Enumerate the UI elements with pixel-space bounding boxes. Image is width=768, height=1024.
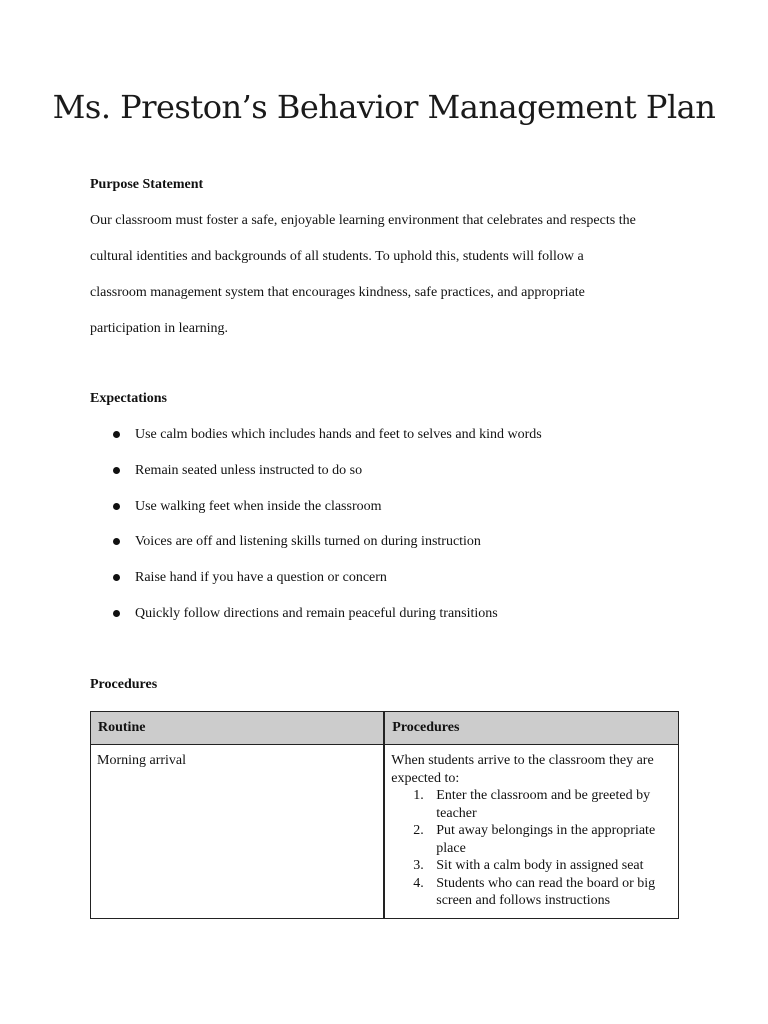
purpose-statement xyxy=(90,212,690,356)
procedure-steps xyxy=(391,787,672,910)
step-number: 2. xyxy=(413,823,424,838)
bullet-icon xyxy=(113,538,120,545)
list-item xyxy=(90,426,542,462)
purpose-line: cultural identities and backgrounds of all students. To uphold this, students will follow a xyxy=(90,249,584,264)
bullet-icon xyxy=(113,431,120,438)
column-header-procedures: Procedures xyxy=(384,712,678,745)
expectation-text: Remain seated unless instructed to do so xyxy=(135,462,363,478)
purpose-line: Our classroom must foster a safe, enjoyable learning environment that celebrates and respects the xyxy=(90,213,636,228)
list-item xyxy=(90,605,542,641)
bullet-icon xyxy=(113,574,120,581)
bullet-icon xyxy=(113,610,120,617)
list-item xyxy=(391,822,672,857)
table-header-row xyxy=(91,712,679,745)
column-header-routine: Routine xyxy=(91,712,385,745)
procedures-heading: Procedures xyxy=(90,677,158,692)
step-number: 4. xyxy=(413,875,424,891)
step-number: 3. xyxy=(413,858,424,873)
procedure-intro: When students arrive to the classroom they are expected to: xyxy=(391,753,654,786)
purpose-line: classroom management system that encourages kindness, safe practices, and appropriate xyxy=(90,285,585,300)
expectation-text: Use calm bodies which includes hands and feet to selves and kind words xyxy=(135,427,542,442)
list-item xyxy=(391,787,672,822)
bullet-icon xyxy=(113,503,120,510)
bullet-icon xyxy=(113,467,120,474)
page-title: Ms. Preston’s Behavior Management Plan xyxy=(52,88,716,126)
routine-cell: Morning arrival xyxy=(91,745,385,919)
step-text: Put away belongings in the appropriate place xyxy=(436,823,656,856)
expectation-text: Raise hand if you have a question or concern xyxy=(135,570,387,586)
list-item xyxy=(90,533,542,569)
purpose-line: participation in learning. xyxy=(90,321,229,336)
expectations-heading: Expectations xyxy=(90,391,167,406)
table-row xyxy=(91,745,679,919)
list-item xyxy=(90,462,542,498)
step-number: 1. xyxy=(413,788,424,803)
procedures-cell xyxy=(384,745,678,919)
expectation-text: Use walking feet when inside the classroom xyxy=(135,498,382,514)
list-item xyxy=(90,498,542,534)
step-text: Students who can read the board or big screen and follows instructions xyxy=(436,875,656,908)
procedures-table xyxy=(90,711,679,919)
list-item xyxy=(90,569,542,605)
expectation-text: Quickly follow directions and remain peaceful during transitions xyxy=(135,605,498,621)
list-item xyxy=(391,875,672,910)
expectation-text: Voices are off and listening skills turned on during instruction xyxy=(135,534,481,550)
purpose-heading: Purpose Statement xyxy=(90,177,204,192)
list-item xyxy=(391,857,672,875)
expectations-list xyxy=(90,426,542,641)
step-text: Sit with a calm body in assigned seat xyxy=(436,858,644,873)
step-text: Enter the classroom and be greeted by teacher xyxy=(436,788,651,821)
